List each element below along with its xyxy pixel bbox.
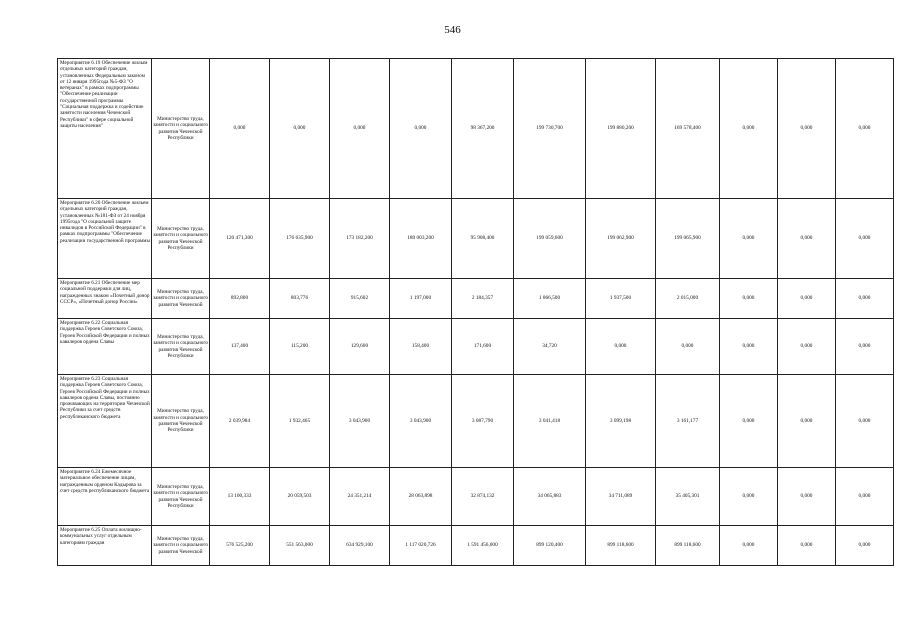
funding-value-cell: 1 117 020,726 xyxy=(390,526,452,566)
executor-cell xyxy=(152,375,210,468)
executor-cell xyxy=(152,279,210,319)
executor-name: Министерство труда, занятости и социального развития Чеченской Республики xyxy=(153,408,208,434)
activity-name: Мероприятие 6.20 Обеспечение жильем отдельных категорий граждан, установленных №181-ФЗ от 24 ноября 1995года "О социальной защите инвалидов в Российской Федерации" в рамках подпрограммы "Обеспечение реализации государственной программы xyxy=(60,200,150,244)
funding-value-cell: 2 184,357 xyxy=(452,279,514,319)
funding-value-cell: 3 043,900 xyxy=(390,375,452,468)
funding-value-cell: 0,000 xyxy=(778,279,836,319)
executor-name: Министерство труда, занятости и социального развития Чеченской xyxy=(153,289,208,308)
funding-value-cell: 0,000 xyxy=(720,319,778,375)
budget-table xyxy=(57,58,894,566)
funding-value-cell: 173 182,200 xyxy=(330,199,390,279)
funding-value-cell: 0,000 xyxy=(836,279,894,319)
funding-value-cell: 0,000 xyxy=(778,468,836,526)
funding-value-cell: 120 471,300 xyxy=(210,199,270,279)
funding-value-cell: 0,000 xyxy=(656,319,720,375)
funding-value-cell: 0,000 xyxy=(836,526,894,566)
funding-value-cell: 3 087,790 xyxy=(452,375,514,468)
activity-name: Мероприятие 6.19 Обеспечение жилым отдельных категорий граждан, установленных Федеральным законом от 12 января 1995года №5-ФЗ "О ветеранах" в рамках подпрограммы "Обеспечение реализации государственной программы "Социальная поддержка и содействие занятости населения Чеченской Республики" в сфере социальной защиты населения" xyxy=(60,60,148,129)
funding-value-cell: 0,000 xyxy=(778,375,836,468)
funding-value-cell: 98 367,200 xyxy=(452,59,514,199)
funding-value-cell: 899 120,400 xyxy=(514,526,586,566)
activity-name: Мероприятие 6.24 Ежемесячное материальное обеспечение лицам, награжденным орденом Кадырова за счет средств республиканского бюджета xyxy=(60,469,150,494)
activity-name-cell xyxy=(58,319,152,375)
funding-value-cell: 0,000 xyxy=(778,319,836,375)
page-number: 546 xyxy=(444,24,461,36)
funding-value-cell: 13 100,333 xyxy=(210,468,270,526)
funding-value-cell: 32 874,132 xyxy=(452,468,514,526)
funding-value-cell: 1 937,500 xyxy=(586,279,656,319)
activity-name-cell xyxy=(58,375,152,468)
funding-value-cell: 0,000 xyxy=(390,59,452,199)
funding-value-cell: 803,776 xyxy=(270,279,330,319)
funding-value-cell: 0,000 xyxy=(720,59,778,199)
funding-value-cell: 95 908,400 xyxy=(452,199,514,279)
funding-value-cell: 199 059,600 xyxy=(514,199,586,279)
funding-value-cell: 576 525,200 xyxy=(210,526,270,566)
executor-cell xyxy=(152,199,210,279)
funding-value-cell: 0,000 xyxy=(720,526,778,566)
activity-name-cell xyxy=(58,526,152,566)
funding-value-cell: 28 063,898 xyxy=(390,468,452,526)
funding-value-cell: 176 635,900 xyxy=(270,199,330,279)
funding-value-cell: 3 099,198 xyxy=(586,375,656,468)
funding-value-cell: 34 711,089 xyxy=(586,468,656,526)
funding-value-cell: 129,600 xyxy=(330,319,390,375)
activity-name-cell xyxy=(58,59,152,199)
funding-value-cell: 0,000 xyxy=(720,468,778,526)
funding-value-cell: 0,000 xyxy=(270,59,330,199)
activity-name-cell xyxy=(58,468,152,526)
funding-value-cell: 199 065,900 xyxy=(656,199,720,279)
funding-value-cell: 551 563,000 xyxy=(270,526,330,566)
funding-value-cell: 199 880,200 xyxy=(586,59,656,199)
funding-value-cell: 915,602 xyxy=(330,279,390,319)
table-row xyxy=(58,59,894,199)
funding-value-cell: 158,400 xyxy=(390,319,452,375)
funding-value-cell: 0,000 xyxy=(836,468,894,526)
executor-cell xyxy=(152,526,210,566)
funding-value-cell: 0,000 xyxy=(836,319,894,375)
executor-name: Министерство труда, занятости и социального развития Чеченской xyxy=(153,536,208,555)
funding-value-cell: 1 197,000 xyxy=(390,279,452,319)
funding-value-cell: 1 866,500 xyxy=(514,279,586,319)
funding-value-cell: 171,600 xyxy=(452,319,514,375)
funding-value-cell: 3 043,900 xyxy=(330,375,390,468)
funding-value-cell: 169 578,400 xyxy=(656,59,720,199)
table-body xyxy=(58,59,894,566)
funding-value-cell: 899 118,600 xyxy=(586,526,656,566)
activity-name: Мероприятие 6.22 Социальная поддержка Героев Советского Союза, Героев Российской Федерации и полных кавалеров ордена Славы xyxy=(60,320,150,345)
funding-value-cell: 0,000 xyxy=(720,279,778,319)
funding-value-cell: 180 003,200 xyxy=(390,199,452,279)
funding-value-cell: 137,400 xyxy=(210,319,270,375)
activity-name: Мероприятие 6.21 Обеспечение мер социальной поддержки для лиц, награжденных знаком «Почетный донор СССР», «Почетный донор России» xyxy=(60,280,150,305)
funding-value-cell: 34 065,883 xyxy=(514,468,586,526)
funding-value-cell: 0,000 xyxy=(836,59,894,199)
activity-name-cell xyxy=(58,199,152,279)
funding-value-cell: 35 405,301 xyxy=(656,468,720,526)
funding-value-cell: 892,800 xyxy=(210,279,270,319)
table-row xyxy=(58,279,894,319)
funding-value-cell: 0,000 xyxy=(720,375,778,468)
executor-name: Министерство труда, занятости и социального развития Чеченской Республики xyxy=(153,483,208,509)
funding-value-cell: 24 351,214 xyxy=(330,468,390,526)
funding-value-cell: 0,000 xyxy=(778,59,836,199)
funding-value-cell: 3 041,418 xyxy=(514,375,586,468)
funding-value-cell: 1 591 456,000 xyxy=(452,526,514,566)
funding-value-cell: 199 730,700 xyxy=(514,59,586,199)
funding-value-cell: 0,000 xyxy=(778,526,836,566)
funding-value-cell: 20 059,503 xyxy=(270,468,330,526)
funding-value-cell: 0,000 xyxy=(210,59,270,199)
funding-value-cell: 3 161,177 xyxy=(656,375,720,468)
funding-value-cell: 0,000 xyxy=(778,199,836,279)
activity-name: Мероприятие 6.23 Социальная поддержка Героев Советского Союза, Героев Российской Федерации и полных кавалеров ордена Славы, постоянно проживающих на территории Чеченской Республики за счет средств республиканского бюджета xyxy=(60,376,150,420)
funding-value-cell: 2 039,984 xyxy=(210,375,270,468)
funding-value-cell: 0,000 xyxy=(720,199,778,279)
funding-value-cell: 1 932,465 xyxy=(270,375,330,468)
executor-cell xyxy=(152,319,210,375)
funding-value-cell: 0,000 xyxy=(330,59,390,199)
table-row xyxy=(58,375,894,468)
executor-name: Министерство труда, занятости и социального развития Чеченской Республики xyxy=(153,225,208,251)
funding-value-cell: 115,200 xyxy=(270,319,330,375)
activity-name: Мероприятие 6.25 Оплата жилищно-коммунальных услуг отдельным категориям граждан xyxy=(60,527,142,546)
table-row xyxy=(58,526,894,566)
funding-value-cell: 34,720 xyxy=(514,319,586,375)
funding-value-cell: 634 929,100 xyxy=(330,526,390,566)
activity-name-cell xyxy=(58,279,152,319)
executor-cell xyxy=(152,59,210,199)
table-row xyxy=(58,319,894,375)
table-row xyxy=(58,468,894,526)
funding-value-cell: 0,000 xyxy=(586,319,656,375)
funding-value-cell: 899 118,600 xyxy=(656,526,720,566)
executor-name: Министерство труда, занятости и социального развития Чеченской Республики xyxy=(153,115,208,141)
executor-name: Министерство труда, занятости и социального развития Чеченской Республики xyxy=(153,333,208,359)
funding-value-cell: 2 015,000 xyxy=(656,279,720,319)
table-row xyxy=(58,199,894,279)
funding-value-cell: 0,000 xyxy=(836,199,894,279)
funding-value-cell: 199 062,900 xyxy=(586,199,656,279)
funding-value-cell: 0,000 xyxy=(836,375,894,468)
executor-cell xyxy=(152,468,210,526)
